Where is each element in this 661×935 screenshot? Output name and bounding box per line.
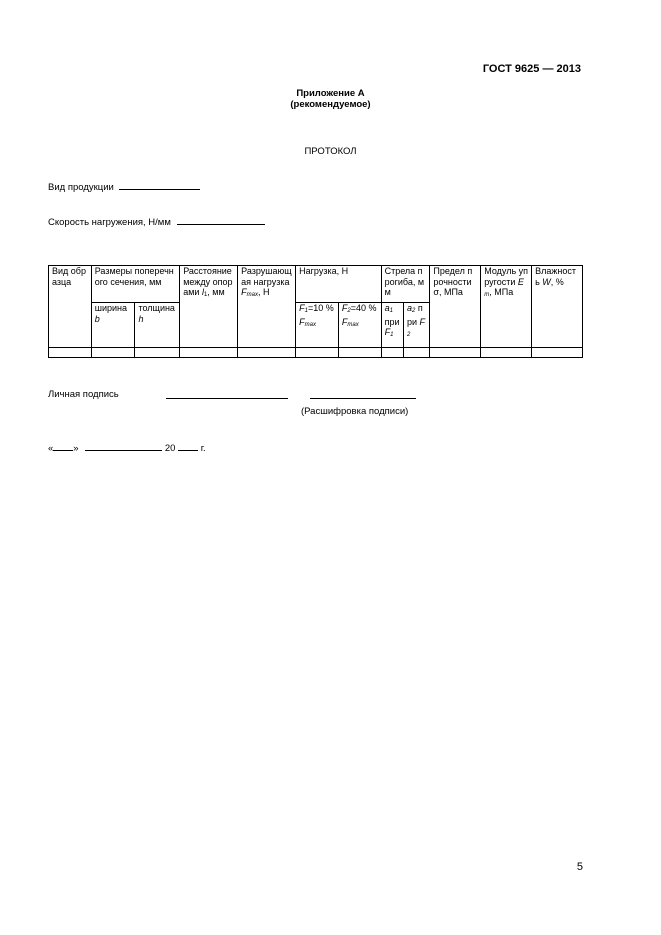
table-cell: [296, 348, 339, 358]
header-f2: $F_2=40$ % $F_{max}$: [338, 303, 381, 348]
table-cell: [381, 348, 403, 358]
table-cell: [481, 348, 532, 358]
protocol-table: [48, 265, 583, 358]
product-type-line: [119, 180, 200, 190]
table-empty-row: [49, 348, 583, 358]
loading-speed-field: [48, 215, 265, 228]
appendix-title: Приложение А: [296, 88, 365, 99]
header-thickness: толщина h: [135, 303, 180, 348]
header-modulus: Модуль упругости $E_m$, МПа: [481, 266, 532, 348]
date-year-prefix: 20: [164, 443, 176, 454]
date-field: [48, 441, 206, 454]
table-cell: [180, 348, 238, 358]
table-header-row: [49, 266, 583, 303]
date-year-line: [178, 441, 198, 451]
header-f1: $F_1=10$ % $F_{max}$: [296, 303, 339, 348]
table-cell: [532, 348, 583, 358]
signature-decode-line: [310, 389, 416, 399]
header-a1: $a_1$ при $F_1$: [381, 303, 403, 348]
header-deflection: Стрела прогиба, мм: [381, 266, 430, 303]
table-cell: [91, 348, 135, 358]
standard-number: ГОСТ 9625 — 2013: [482, 63, 581, 75]
date-close-quote: »: [73, 443, 79, 454]
signature-label: Личная подпись: [48, 389, 119, 400]
header-moisture: Влажность W, %: [532, 266, 583, 348]
table-cell: [338, 348, 381, 358]
loading-speed-line: [177, 215, 265, 225]
header-load: Нагрузка, Н: [296, 266, 381, 303]
header-breaking-load: Разрушающая нагрузка $F_{max}$, Н: [238, 266, 296, 348]
header-sample-type: Вид образца: [49, 266, 92, 348]
table-cell: [430, 348, 481, 358]
signature-line: [166, 389, 288, 399]
appendix-subtitle: (рекомендуемое): [290, 99, 371, 110]
header-strength: Предел прочности σ, МПа: [430, 266, 481, 348]
header-a2: $a_2$ при $F_2$: [403, 303, 429, 348]
date-month-line: [85, 441, 162, 451]
loading-speed-label: Скорость нагружения, Н/мм: [48, 217, 171, 228]
signature-decode-label: (Расшифровка подписи): [301, 406, 409, 417]
header-cross-section: Размеры поперечного сечения, мм: [91, 266, 179, 303]
table-cell: [403, 348, 429, 358]
page-number: 5: [576, 861, 583, 873]
product-type-label: Вид продукции: [48, 182, 114, 193]
date-year-suffix: г.: [200, 443, 206, 454]
table-cell: [49, 348, 92, 358]
protocol-title: ПРОТОКОЛ: [304, 146, 357, 157]
date-day-line: [53, 441, 73, 451]
header-width: ширина b: [91, 303, 135, 348]
date-open-quote: «: [48, 443, 54, 454]
product-type-field: [48, 180, 200, 193]
table-cell: [238, 348, 296, 358]
table-cell: [135, 348, 180, 358]
header-distance: Расстояние между опорами $l_1$, мм: [180, 266, 238, 348]
appendix-heading: [0, 88, 661, 110]
